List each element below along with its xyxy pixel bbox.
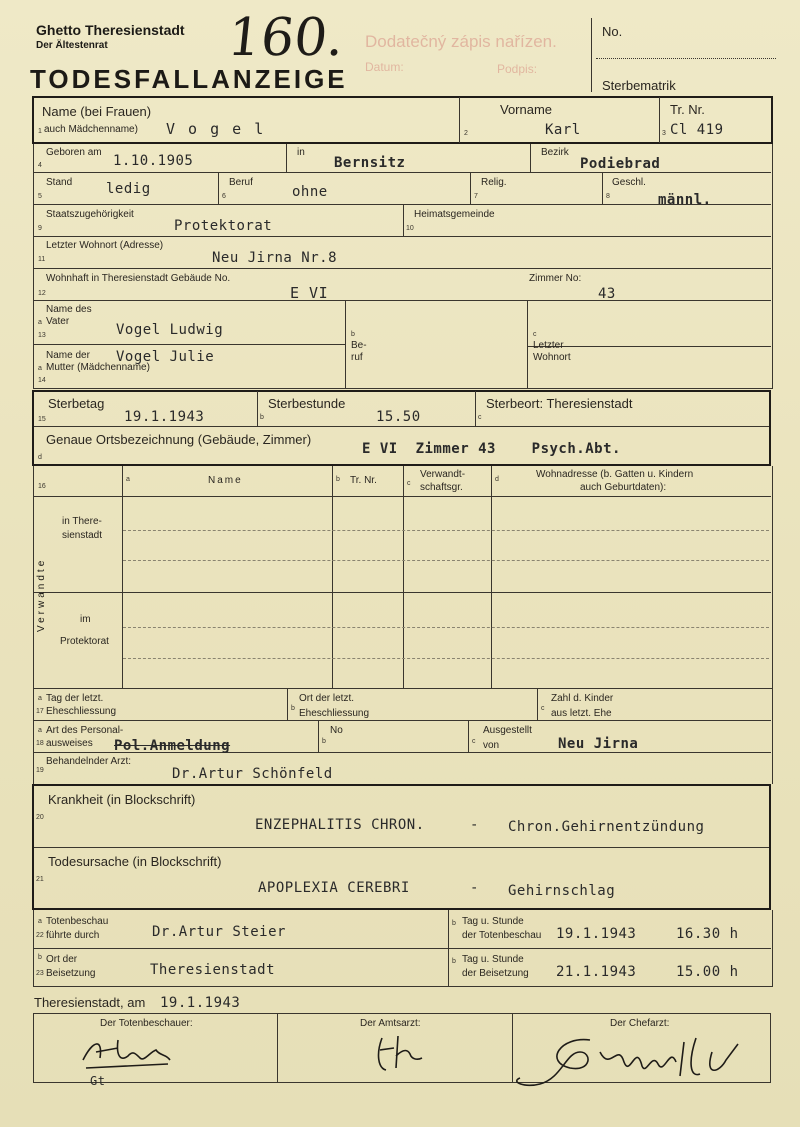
sterbetag-label: Sterbetag	[48, 396, 105, 411]
num-b6: b	[452, 920, 456, 927]
relig-label: Relig.	[481, 177, 507, 188]
eltern-beruf-label1: Be-	[351, 340, 367, 351]
in-label: in	[297, 147, 305, 158]
num-16: 16	[38, 483, 46, 490]
tag-beisetzung-label2: der Beisetzung	[462, 968, 529, 979]
ort-beisetzung-label2: Beisetzung	[46, 968, 96, 979]
trnr-value: Cl 419	[670, 122, 724, 138]
num-21: 21	[36, 876, 44, 883]
geboren-value: 1.10.1905	[113, 153, 194, 169]
tag-ehe-label2: Eheschliessung	[46, 706, 117, 717]
num-a6: a	[38, 918, 42, 925]
mutter-label1: Name der	[46, 350, 90, 361]
tag-beisetzung-value: 21.1.1943	[556, 964, 637, 980]
num-d1: d	[38, 454, 42, 461]
sterbestunde-value: 15.50	[376, 409, 421, 425]
name-sub-label: auch Mädchenname)	[44, 124, 138, 135]
num-9: 9	[38, 225, 42, 232]
name-label: Name (bei Frauen)	[42, 104, 152, 119]
beschau-label2: führte durch	[46, 930, 100, 941]
num-7: 7	[474, 193, 478, 200]
vorname-value: Karl	[545, 122, 581, 138]
gt-mark: Gt	[90, 1074, 106, 1088]
krankheit-value1: ENZEPHALITIS CHRON.	[255, 817, 425, 833]
bezirk-value: Podiebrad	[580, 156, 661, 172]
num-b7: b	[38, 954, 42, 961]
form-title: TODESFALLANZEIGE	[30, 64, 348, 94]
chefarzt-signature	[500, 1022, 760, 1092]
num-11: 11	[38, 256, 46, 263]
num-a4: a	[38, 695, 42, 702]
num-c3: c	[407, 480, 411, 487]
num-b8: b	[452, 958, 456, 965]
trnr-label: Tr. Nr.	[670, 102, 705, 117]
tag-ehe-label1: Tag der letzt.	[46, 693, 104, 704]
handwritten-number: 160.	[224, 8, 347, 68]
sterbeort-label: Sterbeort: Theresienstadt	[486, 396, 633, 411]
sterbetag-value: 19.1.1943	[124, 409, 205, 425]
art-label2: ausweises	[46, 738, 93, 749]
ort-ehe-label2: Eheschliessung	[299, 708, 370, 719]
beruf-value: ohne	[292, 184, 328, 200]
chefarzt-label: Der Chefarzt:	[610, 1018, 670, 1029]
num-a2: a	[38, 365, 42, 372]
wohnhaft-value: E VI	[290, 284, 329, 302]
verw-col-header2: schaftsgr.	[420, 482, 463, 493]
in-there-label2: sienstadt	[62, 530, 103, 541]
kinder-label2: aus letzt. Ehe	[551, 708, 612, 719]
num-12: 12	[38, 290, 46, 297]
beruf-label: Beruf	[229, 177, 253, 188]
num-3: 3	[662, 130, 666, 137]
amtsarzt-signature	[370, 1030, 440, 1074]
ortsbez-label: Genaue Ortsbezeichnung (Gebäude, Zimmer)	[46, 432, 312, 447]
vater-label1: Name des	[46, 304, 92, 315]
tag-beisetzung-label1: Tag u. Stunde	[462, 954, 524, 965]
wohnort-value: Neu Jirna Nr.8	[212, 250, 338, 266]
tag-beschau-label2: der Totenbeschau	[462, 930, 542, 941]
num-a1: a	[38, 319, 42, 326]
mutter-value: Vogel Julie	[116, 349, 215, 365]
bezirk-label: Bezirk	[541, 147, 569, 158]
ausgestellt-label1: Ausgestellt	[483, 725, 532, 736]
name-col-header: Name	[208, 475, 243, 486]
tag-beschau-label1: Tag u. Stunde	[462, 916, 524, 927]
num-a5: a	[38, 727, 42, 734]
ursache-dash: -	[470, 880, 479, 896]
geschl-label: Geschl.	[612, 177, 646, 188]
beschau-value: Dr.Artur Steier	[152, 924, 286, 940]
kinder-label1: Zahl d. Kinder	[551, 693, 614, 704]
krankheit-value2: Chron.Gehirnentzündung	[508, 819, 705, 835]
num-b5: b	[322, 738, 326, 745]
num-b4: b	[291, 705, 295, 712]
ursache-value1: APOPLEXIA CEREBRI	[258, 880, 410, 896]
tag-beschau-value: 19.1.1943	[556, 926, 637, 942]
num-22: 22	[36, 932, 44, 939]
num-1: 1	[38, 128, 42, 135]
totenbeschauer-label: Der Totenbeschauer:	[100, 1018, 193, 1029]
mutter-label2: Mutter (Mädchenname)	[46, 362, 150, 373]
num-8: 8	[606, 193, 610, 200]
num-14: 14	[38, 377, 46, 384]
org-line1: Ghetto Theresienstadt	[36, 22, 185, 38]
ausgestellt-value: Neu Jirna	[558, 736, 639, 752]
staat-label: Staatszugehörigkeit	[46, 209, 134, 220]
ortsbez-value: E VI Zimmer 43 Psych.Abt.	[362, 441, 621, 457]
num-10: 10	[406, 225, 414, 232]
num-15: 15	[38, 416, 46, 423]
num-a3: a	[126, 476, 130, 483]
wohnort-label: Letzter Wohnort (Adresse)	[46, 240, 164, 251]
stamp-text: Dodatečný zápis nařízen.	[365, 32, 557, 51]
ursache-value2: Gehirnschlag	[508, 883, 616, 899]
sterbematrik-label: Sterbematrik	[602, 78, 676, 93]
num-d2: d	[495, 476, 499, 483]
num-b3: b	[336, 476, 340, 483]
num-4: 4	[38, 162, 42, 169]
zimmer-value: 43	[598, 286, 616, 302]
verw-col-header1: Verwandt-	[420, 469, 466, 480]
staat-value: Protektorat	[174, 218, 273, 234]
num-c1: c	[533, 331, 537, 338]
num-c4: c	[541, 705, 545, 712]
ursache-label: Todesursache (in Blockschrift)	[48, 854, 222, 869]
eltern-wohnort-label2: Wohnort	[533, 352, 571, 363]
stamp-datum: Datum:	[365, 60, 404, 74]
zimmer-label: Zimmer No:	[529, 273, 582, 284]
ort-ehe-label1: Ort der letzt.	[299, 693, 355, 704]
place-date-value: 19.1.1943	[160, 995, 241, 1011]
amtsarzt-label: Der Amtsarzt:	[360, 1018, 421, 1029]
num-17: 17	[36, 708, 44, 715]
sterbestunde-label: Sterbestunde	[268, 396, 346, 411]
stand-label: Stand	[46, 177, 73, 188]
stand-value: ledig	[106, 181, 151, 197]
wohn-col-header1: Wohnadresse (b. Gatten u. Kindern	[536, 469, 694, 480]
im-label: im	[80, 614, 91, 625]
ort-beisetzung-label1: Ort der	[46, 954, 78, 965]
no-field-label: No	[330, 725, 343, 736]
num-19: 19	[36, 767, 44, 774]
vater-label2: Vater	[46, 316, 70, 327]
arzt-value: Dr.Artur Schönfeld	[172, 766, 333, 782]
stunde-beschau-value: 16.30 h	[676, 926, 739, 942]
eltern-beruf-label2: ruf	[351, 352, 363, 363]
num-b1: b	[351, 331, 355, 338]
num-23: 23	[36, 970, 44, 977]
beschau-label1: Totenbeschau	[46, 916, 109, 927]
ort-beisetzung-value: Theresienstadt	[150, 962, 276, 978]
num-b2: b	[260, 414, 264, 421]
place-date-label: Theresienstadt, am	[34, 995, 146, 1010]
verwandte-side-label: Verwandte	[36, 557, 47, 632]
in-value: Bernsitz	[334, 155, 406, 171]
num-13: 13	[38, 332, 46, 339]
art-value: Pol.Anmeldung	[114, 738, 231, 754]
vorname-label: Vorname	[500, 102, 553, 117]
eltern-wohnort-label1: Letzter	[533, 340, 564, 351]
in-there-label1: in There-	[62, 516, 102, 527]
wohnhaft-label: Wohnhaft in Theresienstadt Gebäude No.	[46, 273, 231, 284]
art-label1: Art des Personal-	[46, 725, 124, 736]
num-c2: c	[478, 414, 482, 421]
num-5: 5	[38, 193, 42, 200]
name-value: V o g e l	[166, 120, 266, 138]
stunde-beisetzung-value: 15.00 h	[676, 964, 739, 980]
org-line2: Der Ältestenrat	[36, 40, 108, 51]
geboren-label: Geboren am	[46, 147, 102, 158]
num-18: 18	[36, 740, 44, 747]
num-2: 2	[464, 130, 468, 137]
num-c5: c	[472, 738, 476, 745]
num-6: 6	[222, 193, 226, 200]
heimat-label: Heimatsgemeinde	[414, 209, 495, 220]
wohn-col-header2: auch Geburtdaten):	[580, 482, 667, 493]
trnr-col-header: Tr. Nr.	[350, 475, 377, 486]
vater-value: Vogel Ludwig	[116, 322, 224, 338]
num-20: 20	[36, 814, 44, 821]
totenbeschauer-signature	[78, 1030, 178, 1074]
krankheit-label: Krankheit (in Blockschrift)	[48, 792, 196, 807]
ausgestellt-label2: von	[483, 740, 500, 751]
arzt-label: Behandelnder Arzt:	[46, 756, 132, 767]
protektorat-label: Protektorat	[60, 636, 109, 647]
no-label: No.	[602, 24, 623, 39]
stamp-podpis: Podpis:	[497, 62, 538, 76]
section-marriage-id	[33, 688, 773, 784]
geschl-value: männl.	[658, 192, 712, 208]
krankheit-dash: -	[470, 817, 479, 833]
